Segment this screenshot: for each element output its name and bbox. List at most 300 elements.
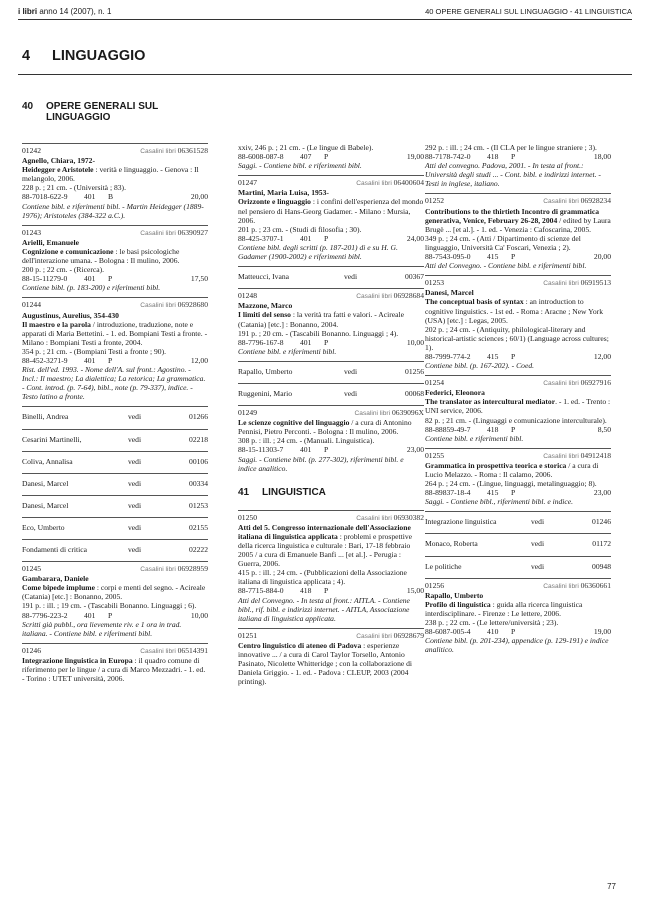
see-reference-row <box>425 511 611 533</box>
casalini-ref <box>140 228 208 238</box>
entry-note: Contiene bibl. (p. 201-234), appendice (p. 129-191) e indice analitico. <box>425 636 609 655</box>
isbn-field: 401 <box>84 355 96 365</box>
isbn-field: 401 <box>300 445 312 455</box>
casalini-number: 06361528 <box>177 146 208 155</box>
entry-collation: 264 p. ; 24 cm. - (Lingue, linguaggi, metalinguaggio; 8). <box>425 479 597 489</box>
entry-header <box>425 196 611 206</box>
entry-number: 01243 <box>22 227 41 237</box>
isbn-field: 88-7796-167-8 <box>238 337 284 347</box>
see-ref-name: Rapallo, Umberto <box>238 366 293 376</box>
isbn-field: 88-7796-223-2 <box>22 610 68 620</box>
running-header-right: 40 OPERE GENERALI SUL LINGUAGGIO - 41 LINGUISTICA <box>425 7 632 16</box>
entry-title: Contributions to the thirtieth Incontro di grammatica generativa, Venice, February 26-28, 2004 <box>425 206 600 225</box>
entry-collation: 238 p. ; 22 cm. - (Le lettere/università ; 23). <box>425 618 559 628</box>
isbn-field: 23,00 <box>593 488 611 498</box>
entry-author: Mazzone, Marco <box>238 301 293 311</box>
isbn-field: 418 <box>487 152 499 162</box>
casalini-label: Casalini libri <box>356 180 392 188</box>
see-ref-name: Le politiche <box>425 561 462 571</box>
entry-description <box>425 397 611 415</box>
entry-description <box>238 418 424 436</box>
see-refs-c <box>238 361 424 405</box>
entry-header <box>238 631 424 641</box>
casalini-number: 06400604 <box>393 178 424 188</box>
see-reference-row <box>22 539 208 561</box>
entry-author: Federici, Eleonora <box>425 388 485 398</box>
entry-isbn-row <box>22 356 208 365</box>
see-ref-name: Fondamenti di critica <box>22 545 87 554</box>
entry <box>425 275 611 370</box>
entry-isbn-row <box>22 274 208 283</box>
isbn-field: P <box>324 586 329 596</box>
see-ref-number: 02218 <box>189 434 208 444</box>
casalini-label: Casalini libri <box>356 514 392 522</box>
casalini-number: 04912418 <box>580 450 611 460</box>
see-ref-number: 00367 <box>405 272 424 282</box>
entry <box>425 578 611 655</box>
chapter-number: 4 <box>22 48 31 64</box>
isbn-field: P <box>324 233 329 243</box>
see-ref-number: 01253 <box>189 500 208 510</box>
casalini-label: Casalini libri <box>543 582 579 590</box>
entry-author: Augustinus, Aurelius, 354-430 <box>22 310 119 320</box>
entry-header <box>425 581 611 591</box>
see-ref-name: Danesi, Marcel <box>22 500 69 510</box>
section-40-heading-wrap <box>22 101 208 131</box>
casalini-ref <box>140 300 208 310</box>
entry-header <box>238 513 424 523</box>
entry-collation: 292 p. : ill. ; 24 cm. - (Il CLA per le lingue straniere ; 3). <box>425 143 597 152</box>
entry-number: 01252 <box>425 196 444 206</box>
entry-note: Contiene bibl. degli scritti (p. 187-201) di e su H. G. Gadamer (1900-2002) e riferimenti bibl. <box>238 242 398 262</box>
casalini-number: 06919513 <box>580 278 611 288</box>
see-ref-number: 01172 <box>592 539 611 549</box>
entry-author: Arielli, Emanuele <box>22 237 79 247</box>
casalini-number: 0639096X <box>391 408 424 418</box>
entry-isbn-row <box>425 425 611 434</box>
entry-number: 01245 <box>22 564 41 574</box>
isbn-field: P <box>511 152 516 162</box>
entry-title: Cognizione e comunicazione <box>22 246 114 256</box>
entry-isbn-row <box>425 352 611 361</box>
see-ref-word: vedi <box>531 539 545 549</box>
isbn-field: 88-7999-774-2 <box>425 351 471 361</box>
header-rule <box>18 19 632 20</box>
see-ref-word: vedi <box>344 272 358 282</box>
isbn-field: P <box>324 152 329 162</box>
entry-isbn-row <box>238 445 424 454</box>
see-ref-word: vedi <box>531 517 545 527</box>
entry-note: Scritti già pubbl., ora lievemente riv. e 1 ora in trad. italiana. - Contiene bibl. e riferimenti bibl. <box>22 619 182 638</box>
entry-isbn-row <box>425 252 611 261</box>
isbn-field: 88-425-3707-1 <box>238 233 284 243</box>
entry-note: Contiene bibl. e riferimenti bibl. <box>425 433 524 443</box>
running-header-left <box>18 7 111 16</box>
entry-note: Saggi. - Contiene bibl. (p. 277-302), riferimenti bibl. e indice analitico. <box>238 454 404 473</box>
entry-imprint: : problemi e prospettive della ricerca linguistica e culturale : Bari, 17-18 febbraio 2005 / a cura di Emanuele Banfi ... [et al.]. - Perugia : Guerra, 2006. <box>238 531 413 569</box>
casalini-label: Casalini libri <box>140 647 176 655</box>
isbn-field: 415 <box>487 351 499 361</box>
casalini-label: Casalini libri <box>140 566 176 574</box>
entry-title: Grammatica in prospettiva teorica e storica <box>425 460 567 470</box>
see-ref-word: vedi <box>344 366 358 376</box>
see-reference-row <box>22 406 208 428</box>
entry-description <box>238 523 424 568</box>
see-ref-name: Coliva, Annalisa <box>22 456 73 466</box>
column-2 <box>238 143 424 691</box>
entry <box>425 193 611 270</box>
entry-imprint: / a cura di Antonino Pennisi, Pietro Perconti. - Bologna : Il mulino, 2006. <box>238 418 412 437</box>
see-reference-row <box>238 361 424 383</box>
isbn-field: 418 <box>487 424 499 434</box>
entry-note: Atti del Convegno. - Contiene bibl. e riferimenti bibl. <box>425 261 587 271</box>
entry-description <box>238 310 424 328</box>
casalini-number: 06514391 <box>177 645 208 655</box>
see-ref-number: 00334 <box>189 478 208 488</box>
entry-isbn-row <box>238 338 424 347</box>
see-ref-word: vedi <box>128 500 142 510</box>
isbn-field: 401 <box>84 192 96 202</box>
see-reference-row <box>22 451 208 473</box>
entry-number: 01244 <box>22 300 41 310</box>
casalini-ref <box>356 291 424 301</box>
casalini-ref <box>543 451 611 461</box>
see-ref-number: 00106 <box>189 456 208 466</box>
entry-imprint: : le basi psicologiche dell'interazione umana. - Bologna : Il mulino, 2006. <box>22 246 180 266</box>
casalini-ref <box>543 378 611 388</box>
entry-note: Saggi. - Contiene bibl., riferimenti bibl. e indice. <box>425 497 574 507</box>
see-reference-row <box>22 517 208 539</box>
casalini-label: Casalini libri <box>543 280 579 288</box>
entry-title: Come bipede implume <box>22 583 95 593</box>
casalini-ref <box>140 564 208 574</box>
isbn-field: P <box>108 274 113 284</box>
see-ref-number: 01256 <box>405 366 424 376</box>
see-refs-b <box>238 266 424 288</box>
isbn-field: 88-89837-18-4 <box>425 488 471 498</box>
entry-author: Gambarara, Daniele <box>22 574 89 584</box>
casalini-label: Casalini libri <box>356 632 392 640</box>
see-ref-name: Monaco, Roberta <box>425 539 478 549</box>
entry-imprint: : esperienze innovative ... / a cura di Carol Taylor Torsello, Antonio Pasinato, Nicolette Whitteridge ; con la collaborazione di Daniela Griggio. - 1. ed. - Padova : CLEUP, 2003 (2004 printing). <box>238 640 413 687</box>
section-41-heading: 41 LINGUISTICA <box>238 486 326 498</box>
entry-description <box>22 247 208 265</box>
entry-isbn-row <box>238 234 424 243</box>
entry-number: 01254 <box>425 378 444 388</box>
chapter-title: LINGUAGGIO <box>52 48 146 64</box>
see-ref-word: vedi <box>531 561 545 571</box>
see-ref-name: Danesi, Marcel <box>22 478 69 488</box>
isbn-field: 17,50 <box>190 274 208 284</box>
entry-isbn-row <box>22 611 208 620</box>
casalini-label: Casalini libri <box>140 229 176 237</box>
entry-number: 01248 <box>238 291 257 301</box>
entry-number: 01242 <box>22 146 41 155</box>
casalini-ref <box>543 278 611 288</box>
see-ref-name: Integrazione linguistica <box>425 517 497 527</box>
entry <box>238 288 424 356</box>
casalini-number: 06360661 <box>580 580 611 590</box>
see-ref-word: vedi <box>128 456 142 466</box>
see-reference-row <box>425 533 611 555</box>
casalini-number: 06390927 <box>177 227 208 237</box>
entry <box>238 405 424 473</box>
casalini-number: 06928234 <box>580 196 611 206</box>
isbn-field: 88-7178-742-0 <box>425 152 471 162</box>
entry-author: Rapallo, Umberto <box>425 590 484 600</box>
see-ref-number: 00948 <box>592 561 611 571</box>
entry-header <box>22 146 208 156</box>
see-ref-name: Ruggenini, Mario <box>238 388 292 398</box>
entry-header <box>425 278 611 288</box>
entry-header <box>22 646 208 656</box>
entry-note: Atti del Convegno. - In testa al front.: AITLA. - Contiene bibl., rif. bibl. e indirizzi internet. - AITLA, Associazione italiana di linguistica applicata. <box>238 595 410 623</box>
entry-isbn-row <box>425 152 611 161</box>
isbn-field: 10,00 <box>406 337 424 347</box>
see-ref-name: Cesarini Martinelli, <box>22 434 82 444</box>
see-ref-word: vedi <box>128 412 142 422</box>
isbn-field: P <box>511 351 516 361</box>
entry-continuation <box>238 143 424 170</box>
see-ref-word: vedi <box>128 545 142 554</box>
see-reference-row <box>22 495 208 517</box>
see-reference-row <box>238 383 424 405</box>
column-1 <box>22 143 208 688</box>
isbn-field: 410 <box>487 627 499 637</box>
entry-continuation <box>425 143 611 188</box>
entry-title: I limiti del senso <box>238 310 291 320</box>
isbn-field: 20,00 <box>190 192 208 202</box>
entry-number: 01250 <box>238 512 257 522</box>
entry-imprint: / a cura di Lucio Melazzo. - Roma : Il calamo, 2006. <box>425 460 599 479</box>
entry-imprint: : guida alla ricerca linguistica interdisciplinare. - Firenze : Le lettere, 2006. <box>425 599 583 618</box>
entry-author: Agnello, Chiara, 1972- <box>22 156 95 166</box>
isbn-field: 20,00 <box>593 252 611 262</box>
isbn-field: P <box>108 355 113 365</box>
casalini-label: Casalini libri <box>140 148 176 155</box>
isbn-field: 407 <box>300 152 312 162</box>
section-40-heading: 40 OPERE GENERALI SUL LINGUAGGIO <box>22 101 159 123</box>
entry-title: The conceptual basis of syntax <box>425 297 524 307</box>
casalini-number: 06928959 <box>177 564 208 574</box>
entry-header <box>22 564 208 574</box>
isbn-field: P <box>108 610 113 620</box>
entry-imprint: : verità e linguaggio. - Genova : Il melangolo, 2006. <box>22 165 199 184</box>
isbn-field: 415 <box>487 488 499 498</box>
entry-title: Il maestro e la parola <box>22 319 91 329</box>
entry-imprint: / introduzione, traduzione, note e apparati di Maria Bettetini. - 1. ed. Bompiani Testi a fronte. - Milano : Bompiani Testi a fronte, 2004. <box>22 319 208 347</box>
entry-imprint: : il quadro comune di riferimento per le lingue / a cura di Marco Mezzadri. - 1. ed. - Torino : UTET università, 2006. <box>22 655 206 684</box>
entry-isbn-row <box>425 627 611 636</box>
entry-imprint: . - 1. ed. - Trento : UNI service, 2006. <box>425 397 611 416</box>
entry-header <box>238 178 424 188</box>
entry-imprint: : an introduction to cognitive linguistics. - 1st ed. - Roma : Aracne ; New York (USA) [etc.] : Legas, 2005. <box>425 297 604 325</box>
see-ref-name: Eco, Umberto <box>22 522 65 532</box>
entry-description <box>22 165 208 183</box>
isbn-field: 8,50 <box>597 424 611 434</box>
isbn-field: 12,00 <box>190 355 208 365</box>
casalini-label: Casalini libri <box>356 293 392 301</box>
entry-header <box>22 228 208 238</box>
see-ref-number: 01266 <box>189 412 208 422</box>
entry-collation: 191 p. : ill. ; 19 cm. - (Tascabili Bonanno. Linguaggi ; 6). <box>22 601 197 611</box>
casalini-ref <box>356 631 424 641</box>
isbn-field: 401 <box>84 274 96 284</box>
see-ref-name: Matteucci, Ivana <box>238 272 290 282</box>
isbn-field: 18,00 <box>593 152 611 162</box>
casalini-label: Casalini libri <box>543 198 579 206</box>
entry-description <box>238 641 424 686</box>
entry-description <box>425 461 611 479</box>
journal-name: i libri <box>18 7 38 16</box>
isbn-field: 12,00 <box>593 351 611 361</box>
entry-number: 01251 <box>238 630 257 640</box>
see-ref-number: 02222 <box>189 545 208 554</box>
entry-header <box>238 408 424 418</box>
isbn-field: 88-7543-095-0 <box>425 252 471 262</box>
entry-description <box>425 207 611 234</box>
entry-collation: 200 p. ; 22 cm. - (Ricerca). <box>22 265 105 275</box>
isbn-field: 88-7018-622-9 <box>22 192 68 202</box>
isbn-field: 24,00 <box>406 233 424 243</box>
entry <box>238 175 424 261</box>
entry-title: Profilo di linguistica <box>425 599 491 609</box>
isbn-field: 401 <box>300 233 312 243</box>
entry-number: 01255 <box>425 450 444 460</box>
casalini-ref <box>140 146 208 156</box>
see-ref-word: vedi <box>344 388 358 398</box>
isbn-field: 88-6087-005-4 <box>425 627 471 637</box>
entry-isbn-row <box>238 152 424 161</box>
isbn-field: 88-88859-49-7 <box>425 424 471 434</box>
see-ref-word: vedi <box>128 522 142 532</box>
entry-header <box>22 300 208 310</box>
isbn-field: 401 <box>300 337 312 347</box>
entry-number: 01249 <box>238 408 257 418</box>
entry-header <box>425 378 611 388</box>
isbn-field: P <box>511 424 516 434</box>
entry-note: Contiene bibl. (p. 183-200) e riferimenti bibl. <box>22 283 161 293</box>
isbn-field: P <box>511 252 516 262</box>
entry-header <box>425 451 611 461</box>
entry-author: Martini, Maria Luisa, 1953- <box>238 188 329 198</box>
isbn-field: P <box>324 445 329 455</box>
entry-author: Danesi, Marcel <box>425 288 474 298</box>
entry-note: Saggi. - Contiene bibl. e riferimenti bibl. <box>238 161 362 171</box>
entry <box>22 561 208 638</box>
isbn-field: 88-15-11279-0 <box>22 274 68 284</box>
entry-number: 01246 <box>22 645 41 655</box>
entry-collation: 415 p. : ill. ; 24 cm. - (Pubblicazioni della Associazione italiana di linguistica applicata ; 4). <box>238 568 407 587</box>
entry-title: Le scienze cognitive del linguaggio <box>238 418 350 428</box>
casalini-number: 06930382 <box>393 512 424 522</box>
entry-description <box>425 297 611 324</box>
entry-imprint: / edited by Laura Brugè ... [et al.]. - 1. ed. - Venezia : Cafoscarina, 2005. <box>425 215 611 234</box>
see-refs-a <box>22 406 208 561</box>
entry-isbn-row <box>238 586 424 595</box>
entry-isbn-row <box>425 488 611 497</box>
entry <box>238 510 424 623</box>
casalini-number: 06928679 <box>393 630 424 640</box>
entry-title: The translator as intercultural mediator <box>425 397 556 407</box>
casalini-ref <box>355 408 424 418</box>
entry-title: Heidegger e Aristotele <box>22 165 94 175</box>
isbn-field: 88-7715-884-0 <box>238 586 284 596</box>
entry <box>22 225 208 293</box>
see-refs-d <box>425 511 611 577</box>
casalini-ref <box>356 513 424 523</box>
isbn-field: 15,00 <box>406 586 424 596</box>
see-reference-row <box>22 429 208 451</box>
see-reference-row <box>238 266 424 288</box>
entry-description <box>22 583 208 601</box>
entry-note: Contiene bibl. e riferimenti bibl. - Martin Heidegger (1889-1976); Aristoteles (384-322 a.C.). <box>22 201 204 220</box>
casalini-number: 06928684 <box>393 291 424 301</box>
entry-imprint: : la verità tra fatti e valori. - Acireale (Catania) [etc.] : Bonanno, 2004. <box>238 310 404 329</box>
see-ref-name: Binelli, Andrea <box>22 412 69 422</box>
entry-number: 01253 <box>425 278 444 288</box>
isbn-field: 418 <box>300 586 312 596</box>
entry-collation: 308 p. : ill. ; 24 cm. - (Manuali. Linguistica). <box>238 436 375 446</box>
see-reference-row <box>22 473 208 495</box>
isbn-field: P <box>511 627 516 637</box>
chapter-rule <box>18 74 632 75</box>
entry-collation: 354 p. ; 21 cm. - (Bompiani Testi a fronte ; 90). <box>22 346 167 356</box>
entry <box>22 143 208 220</box>
isbn-field: 19,00 <box>593 627 611 637</box>
entry-number: 01247 <box>238 178 257 188</box>
entry-isbn-row <box>22 192 208 201</box>
casalini-label: Casalini libri <box>543 452 579 460</box>
casalini-ref <box>140 646 208 656</box>
entry-note: Atti del convegno. Padova, 2001. - In testa al front.: Università degli studi ... - Cont. bibl. e indirizzi internet. - Testi in inglese, italiano. <box>425 161 601 189</box>
isbn-field: 10,00 <box>190 610 208 620</box>
entry-collation: 202 p. ; 24 cm. - (Antiquity, philological-literary and historical-artistic sciences ; 60/1) (Language across cultures; 1). <box>425 324 609 352</box>
entry-collation: xxiv, 246 p. ; 21 cm. - (Le lingue di Babele). <box>238 143 374 152</box>
isbn-field: 23,00 <box>406 445 424 455</box>
entry-description <box>22 656 208 683</box>
entry-imprint: : i confini dell'esperienza del mondo nel pensiero di Hans-Georg Gadamer. - Milano : Mursia, 2006. <box>238 197 424 225</box>
entry-description <box>425 600 611 618</box>
entry-collation: 228 p. ; 21 cm. - (Università ; 83). <box>22 183 126 193</box>
isbn-field: P <box>511 488 516 498</box>
isbn-field: 401 <box>84 610 96 620</box>
entry-note: Contiene bibl. e riferimenti bibl. <box>238 346 337 356</box>
casalini-label: Casalini libri <box>543 380 579 388</box>
isbn-field: B <box>108 192 114 202</box>
journal-issue: anno 14 (2007), n. 1 <box>39 7 112 16</box>
entry <box>425 448 611 507</box>
entry-note: Contiene bibl. (p. 167-202). - Coed. <box>425 361 535 371</box>
entry <box>238 628 424 687</box>
entry-description <box>238 197 424 224</box>
page-number: 77 <box>607 881 616 891</box>
chapter-heading <box>22 48 146 64</box>
isbn-field: 88-15-11303-7 <box>238 445 284 455</box>
entry-title: Centro linguistico di ateneo di Padova <box>238 640 362 650</box>
see-reference-row <box>425 556 611 578</box>
column-3 <box>425 143 611 659</box>
entry-number: 01256 <box>425 580 444 590</box>
casalini-label: Casalini libri <box>140 302 176 310</box>
entry <box>22 297 208 401</box>
entry-header <box>238 291 424 301</box>
entry-description <box>22 320 208 347</box>
entry <box>22 643 208 683</box>
see-ref-number: 02155 <box>189 522 208 532</box>
entry <box>425 375 611 443</box>
entry-collation: 191 p. ; 20 cm. - (Tascabili Bonanno. Linguaggi ; 4). <box>238 328 399 338</box>
